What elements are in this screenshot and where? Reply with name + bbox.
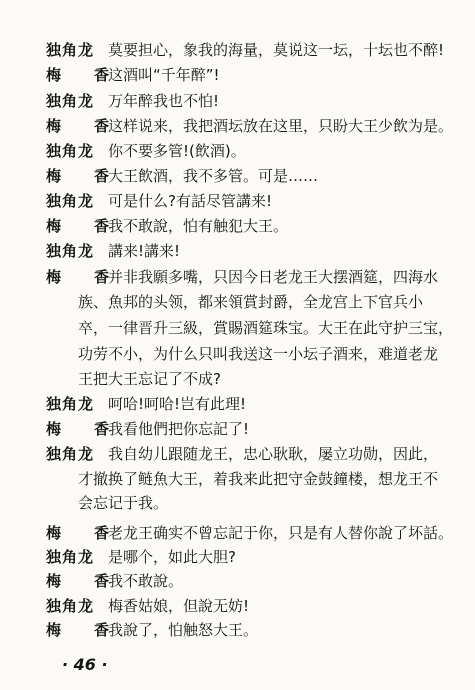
dialogue-text: 可是什么?有話尽管講来! [108, 192, 272, 210]
speaker-name: 梅 香 [46, 621, 119, 639]
dialogue-text: 这酒叫“千年醉”! [108, 66, 220, 84]
speaker-name: 独角龙 [46, 445, 95, 463]
speaker-name: 梅 香 [46, 420, 119, 438]
speaker-name: 梅 香 [46, 268, 119, 286]
speaker-name: 独角龙 [46, 142, 95, 160]
dialogue-text: 大王飲酒，我不多管。可是…… [108, 167, 319, 185]
dialogue-text: 老龙王确实不曾忘記于你，只是有人替你說了坏話。 [108, 524, 454, 542]
speaker-name: 梅 香 [46, 117, 119, 135]
dialogue-text: 万年醉我也不怕! [108, 92, 220, 110]
dialogue-text: 这样说来，我把酒坛放在这里，只盼大王少飲为是。 [108, 117, 454, 135]
dialogue-text: 講来!講来! [108, 242, 181, 260]
speaker-name: 梅 香 [46, 217, 119, 235]
dialogue-text: 莫要担心，象我的海量，莫说这一坛，十坛也不醉! [108, 41, 445, 59]
dialogue-text: 我不敢說，怕有触犯大王。 [108, 217, 289, 235]
script-page: 独角龙 莫要担心，象我的海量，莫说这一坛，十坛也不醉! 梅 香 这酒叫“千年醉”! 独角龙 万年醉我也不怕! 梅 香 这样说来，我把酒坛放在这里，只盼大王少飲为是。 独角龙 你不要多管!(飲酒)。 梅 香 大王飲酒，我不多管。可是…… 独角龙 可是什么?有話尽管講来! 梅 香 我不敢說，怕有触犯大王。 独角龙 講来!講来! 梅 香 并非我願多嘴，只因今日老龙王大摆酒筵，四海水 族、魚邦的头领，都来領賞封爵，全龙宫上下官兵小 卒，一律晋升三級，賞賜酒筵珠宝。大王在此守护三宝， 功劳不小，为什么只叫我送这一小坛子酒来，难道老龙 王把大王忘记了不成? 独角龙 呵哈!呵哈!岂有此理! 梅 香 我看他們把你忘記了! 独角龙 我自幼儿跟随龙王，忠心耿耿，屡立功勋，因此， 才撤换了鲢魚大王，着我来此把守金鼓鐘楼，想龙王不 会忘记于我。 梅 香 老龙王确实不曾忘記于你，只是有人替你說了坏話。 独角龙 是哪个，如此大胆? 梅 香 我不敢說。 独角龙 梅香姑娘，但說无妨! 梅 香 我說了，怕触怒大王。 · 46 · [46, 41, 454, 674]
dialogue-text: 我自幼儿跟随龙王，忠心耿耿，屡立功勋，因此， [108, 445, 439, 463]
page-number: · 46 · [62, 655, 108, 674]
dialogue-text: 梅香姑娘，但說无妨! [108, 597, 250, 615]
speaker-name: 梅 香 [46, 167, 119, 185]
speaker-name: 独角龙 [46, 597, 95, 615]
speaker-name: 独角龙 [46, 395, 95, 413]
dialogue-text: 我不敢說。 [108, 572, 184, 590]
dialogue-text: 我看他們把你忘記了! [108, 420, 250, 438]
dialogue-text: 呵哈!呵哈!岂有此理! [108, 395, 247, 413]
speaker-name: 独角龙 [46, 548, 95, 566]
speaker-name: 独角龙 [46, 192, 95, 210]
speaker-name: 独角龙 [46, 41, 95, 59]
speaker-name: 梅 香 [46, 524, 119, 542]
dialogue-text: 我說了，怕触怒大王。 [108, 621, 259, 639]
dialogue-text: 并非我願多嘴，只因今日老龙王大摆酒筵，四海水 [108, 268, 439, 286]
dialogue-text: 你不要多管!(飲酒)。 [108, 142, 246, 160]
dialogue-text: 是哪个，如此大胆? [108, 548, 236, 566]
speaker-name: 梅 香 [46, 572, 119, 590]
speaker-name: 独角龙 [46, 242, 95, 260]
speaker-name: 独角龙 [46, 92, 95, 110]
speaker-name: 梅 香 [46, 66, 119, 84]
